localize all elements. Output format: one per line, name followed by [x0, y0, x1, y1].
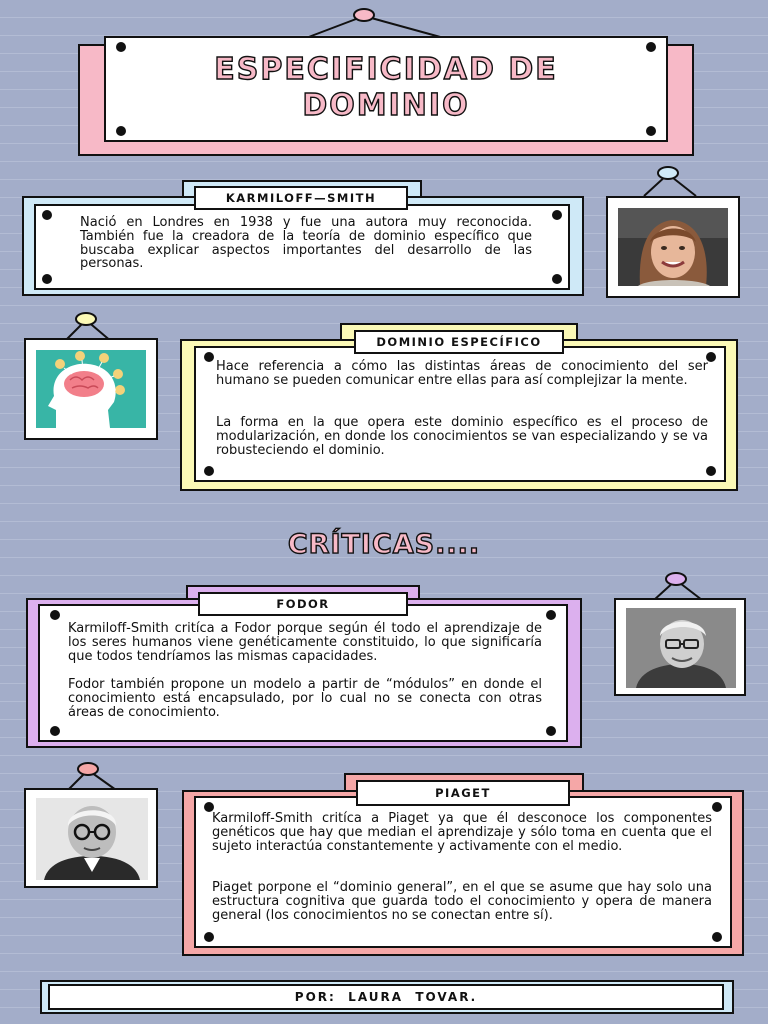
fodor-paragraph-1: Karmiloff-Smith critíca a Fodor porque según él todo el aprendizaje de los seres humanos viene genéticamente constituido, lo que significaría que todos tendríamos las mismas capacidades. [68, 621, 542, 664]
piaget-label: PIAGET [356, 780, 570, 806]
dominio-paragraph-2: La forma en la que opera este dominio específico es el proceso de modularización, en donde los conocimientos se van especializando y se va robusteciendo el dominio. [216, 415, 708, 458]
fodor-card [38, 604, 568, 742]
criticas-heading: CRÍTICAS.... [287, 529, 481, 560]
piaget-portrait [24, 788, 158, 888]
karmiloff-card [34, 204, 570, 290]
brain-illustration-frame [24, 338, 158, 440]
dominio-card [194, 346, 726, 482]
karmiloff-label: KARMILOFF—SMITH [194, 186, 408, 210]
footer-card [48, 984, 724, 1010]
fodor-portrait [614, 598, 746, 696]
title-hanger [300, 6, 450, 40]
piaget-paragraph-1: Karmiloff-Smith critíca a Piaget ya que él desconoce los componentes genéticos que hay que median el aprendizaje y sólo toma en cuenta que el sujeto interactúa constantemente y activamente con el medio. [212, 811, 712, 854]
fodor-label: FODOR [198, 592, 408, 616]
piaget-portrait-image [36, 798, 148, 880]
brain-illustration [36, 350, 146, 428]
dominio-paragraph-1: Hace referencia a cómo las distintas áreas de conocimiento del ser humano se pueden comunicar entre ellas para así complejizar la mente. [216, 359, 708, 388]
piaget-paragraph-2: Piaget porpone el “dominio general”, en el que se asume que hay solo una estructura cognitiva que guarda todo el conocimiento y opera de manera general (los conocimientos no se conectan entre sí). [212, 880, 712, 923]
karmiloff-photo-hanger [640, 164, 702, 198]
fodor-paragraph-2: Fodor también propone un modelo a partir de “módulos” en donde el conocimiento está encapsulado, por lo cual no se conecta con otras áreas de conocimiento. [68, 677, 542, 720]
title-card [104, 36, 668, 142]
fodor-portrait-image [626, 608, 736, 688]
author-credit: POR: LAURA TOVAR. [294, 990, 478, 1004]
dominio-label: DOMINIO ESPECÍFICO [354, 330, 564, 354]
karmiloff-portrait-image [618, 208, 728, 286]
page-title: ESPECIFICIDAD DE DOMINIO [214, 52, 558, 123]
karmiloff-text: Nació en Londres en 1938 y fue una autora muy reconocida. También fue la creadora de la teoría de dominio específico que buscaba explicar aspectos importantes del desarrollo de las personas. [80, 215, 532, 272]
piaget-card [194, 796, 732, 948]
karmiloff-portrait [606, 196, 740, 298]
